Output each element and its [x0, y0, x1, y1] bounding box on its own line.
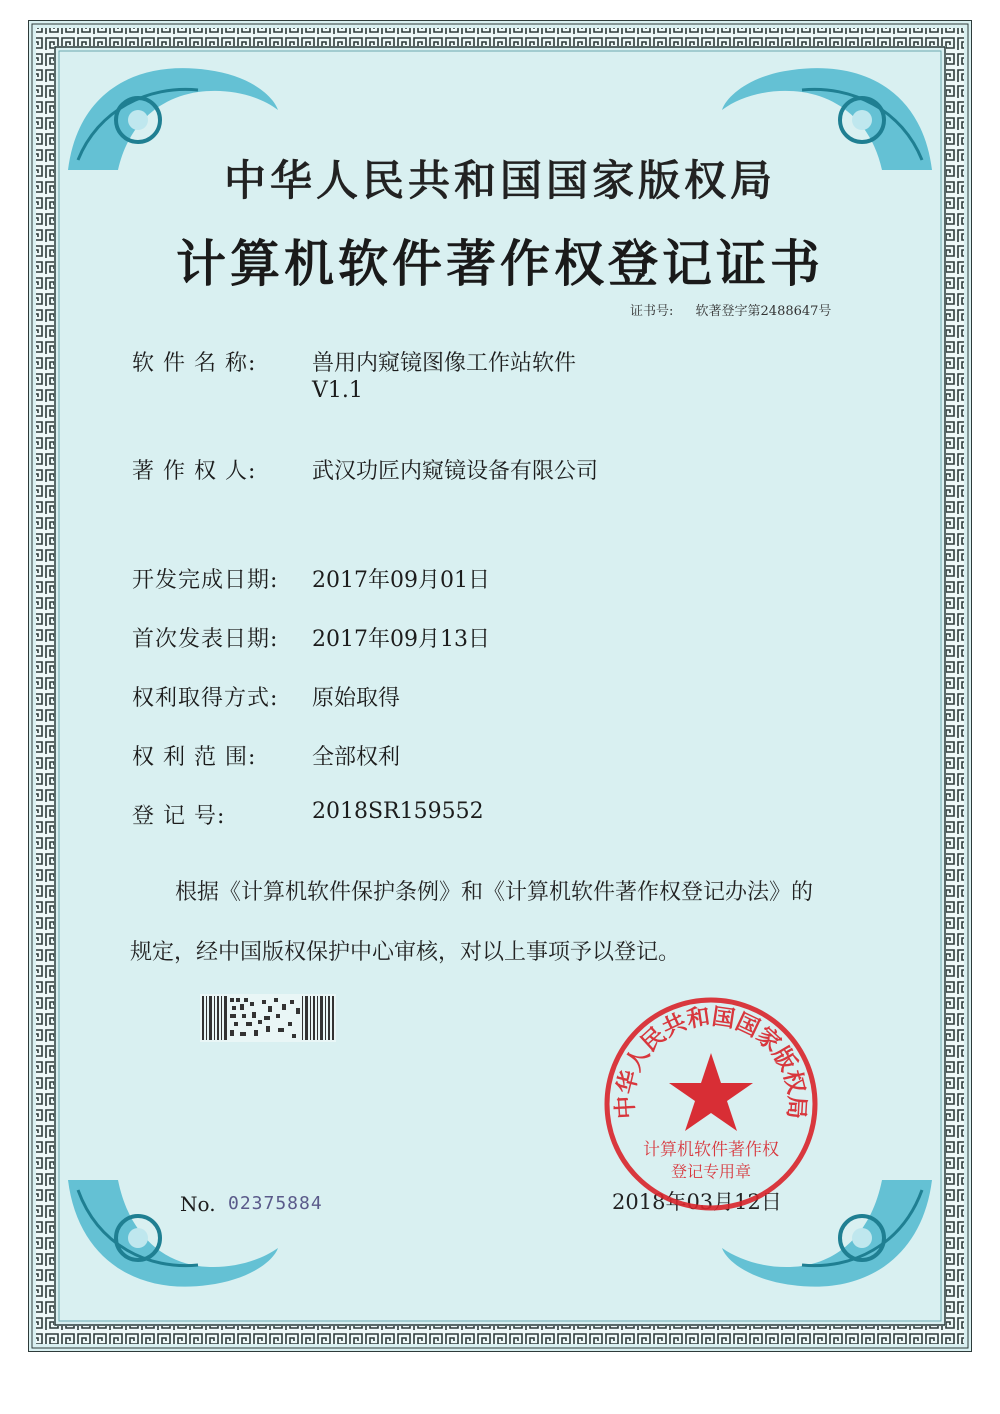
serial-label: No. [180, 1192, 216, 1216]
certificate-number-value: 软著登字第2488647号 [695, 304, 832, 319]
registration-value: 2018SR159552 [312, 799, 484, 824]
registration-label: 登 记 号: [132, 804, 226, 829]
barcode-image [200, 994, 336, 1042]
acquisition-value: 原始取得 [312, 686, 401, 711]
software-name-label: 软 件 名 称: [132, 351, 257, 376]
certificate-number-label: 证书号: [630, 304, 674, 319]
software-version: V1.1 [312, 378, 363, 403]
software-name-value: 兽用内窥镜图像工作站软件 [312, 351, 577, 376]
scope-value: 全部权利 [312, 745, 401, 770]
issue-date: 2018年03月12日 [612, 1190, 782, 1214]
corner-ornament-bottom-left [58, 1170, 288, 1310]
statement-line-2: 规定，经中国版权保护中心审核，对以上事项予以登记。 [130, 940, 681, 965]
seal-inner-line-2: 登记专用章 [670, 1162, 752, 1181]
serial-number: 02375884 [228, 1193, 323, 1214]
owner-label: 著 作 权 人: [132, 459, 257, 484]
acquisition-label: 权利取得方式: [132, 686, 279, 711]
pub-date-value: 2017年09月13日 [312, 627, 490, 652]
certificate-number [630, 300, 831, 319]
star-icon [669, 1053, 753, 1131]
seal-inner-line-1: 计算机软件著作权 [643, 1140, 779, 1160]
dev-date-value: 2017年09月01日 [312, 568, 490, 593]
scope-label: 权 利 范 围: [132, 745, 257, 770]
pub-date-label: 首次发表日期: [132, 627, 279, 652]
issuer-heading: 中华人民共和国国家版权局 [223, 156, 776, 205]
owner-value: 武汉功匠内窥镜设备有限公司 [312, 459, 599, 484]
certificate-title: 计算机软件著作权登记证书 [176, 234, 824, 293]
official-seal [602, 995, 820, 1213]
dev-date-label: 开发完成日期: [132, 568, 279, 593]
seal-ring-text: 中华人民共和国国家版权局 [611, 1002, 811, 1120]
statement-line-1: 根据《计算机软件保护条例》和《计算机软件著作权登记办法》的 [175, 880, 814, 905]
